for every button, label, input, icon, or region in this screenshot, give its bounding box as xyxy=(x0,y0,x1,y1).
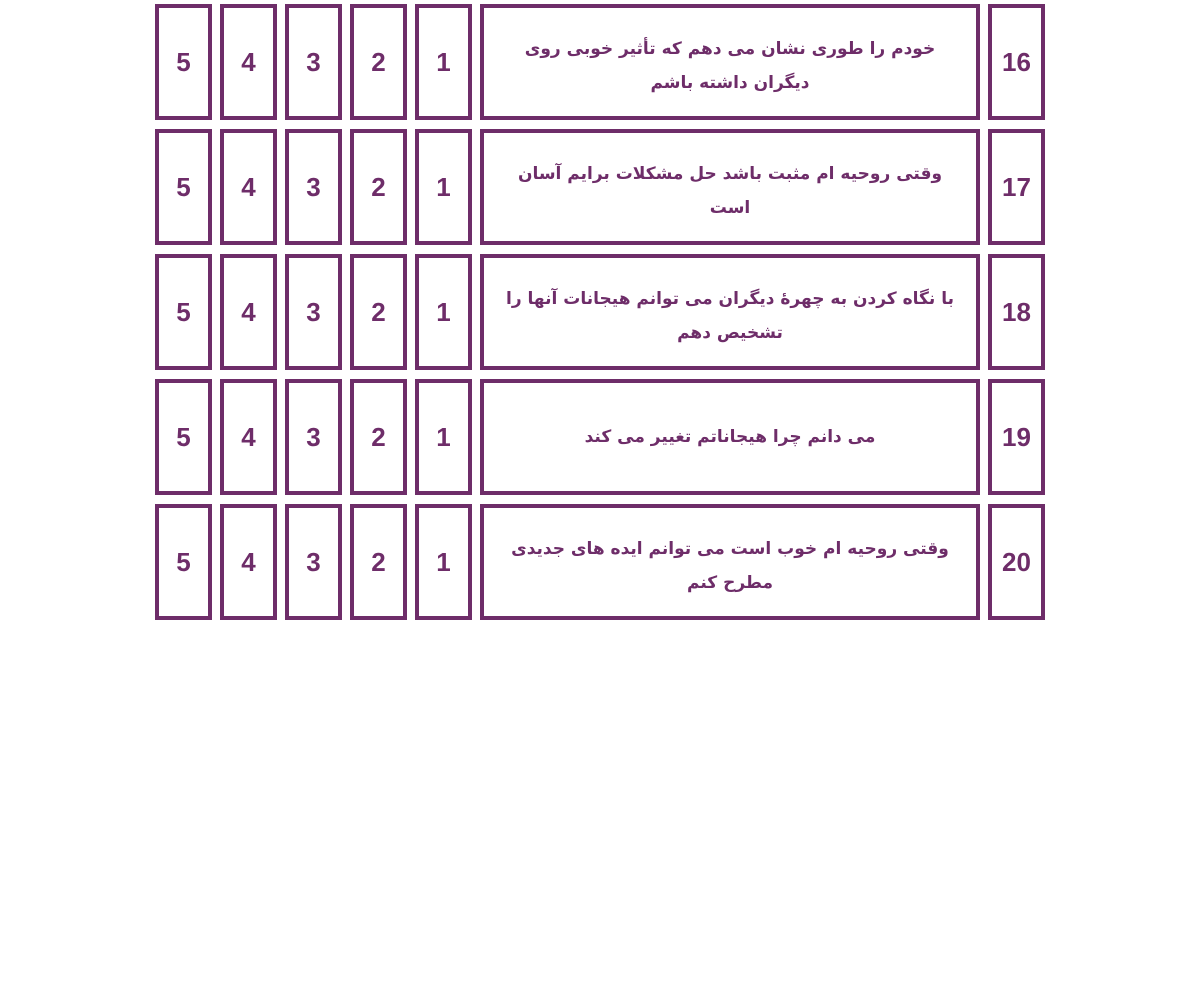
choice-2-cell[interactable]: 2 xyxy=(350,379,407,495)
choice-3-cell[interactable]: 3 xyxy=(285,379,342,495)
choice-4-cell[interactable]: 4 xyxy=(220,4,277,120)
statement-cell xyxy=(480,129,980,245)
question-number: 20 xyxy=(988,504,1045,620)
table-row xyxy=(155,4,1045,120)
questionnaire-table xyxy=(155,4,1045,629)
choice-3-cell[interactable]: 3 xyxy=(285,129,342,245)
table-row xyxy=(155,379,1045,495)
statement-cell xyxy=(480,254,980,370)
choice-4-cell[interactable]: 4 xyxy=(220,504,277,620)
statement-cell xyxy=(480,504,980,620)
question-number: 16 xyxy=(988,4,1045,120)
statement-cell xyxy=(480,379,980,495)
statement-text: با نگاه کردن به چهرهٔ دیگران می توانم هیجانات آنها را تشخیص دهم xyxy=(506,289,954,343)
statement-text: وقتی روحیه ام مثبت باشد حل مشکلات برایم آسان است xyxy=(517,164,943,218)
choice-2-cell[interactable]: 2 xyxy=(350,254,407,370)
choice-2-cell[interactable]: 2 xyxy=(350,4,407,120)
table-row xyxy=(155,504,1045,620)
question-number: 18 xyxy=(988,254,1045,370)
choice-4-cell[interactable]: 4 xyxy=(220,379,277,495)
statement-cell xyxy=(480,4,980,120)
table-row xyxy=(155,129,1045,245)
choice-1-cell[interactable]: 1 xyxy=(415,4,472,120)
choice-5-cell[interactable]: 5 xyxy=(155,254,212,370)
choice-3-cell[interactable]: 3 xyxy=(285,254,342,370)
question-number: 19 xyxy=(988,379,1045,495)
choice-1-cell[interactable]: 1 xyxy=(415,254,472,370)
table-row xyxy=(155,254,1045,370)
question-number: 17 xyxy=(988,129,1045,245)
statement-text: وقتی روحیه ام خوب است می توانم ایده های جدیدی مطرح کنم xyxy=(511,539,949,593)
statement-text: خودم را طوری نشان می دهم که تأثیر خوبی روی دیگران داشته باشم xyxy=(524,39,936,93)
choice-2-cell[interactable]: 2 xyxy=(350,504,407,620)
choice-5-cell[interactable]: 5 xyxy=(155,379,212,495)
choice-2-cell[interactable]: 2 xyxy=(350,129,407,245)
choice-3-cell[interactable]: 3 xyxy=(285,504,342,620)
choice-5-cell[interactable]: 5 xyxy=(155,504,212,620)
choice-1-cell[interactable]: 1 xyxy=(415,129,472,245)
choice-5-cell[interactable]: 5 xyxy=(155,4,212,120)
choice-5-cell[interactable]: 5 xyxy=(155,129,212,245)
choice-3-cell[interactable]: 3 xyxy=(285,4,342,120)
statement-text: می دانم چرا هیجاناتم تغییر می کند xyxy=(584,427,876,447)
choice-1-cell[interactable]: 1 xyxy=(415,504,472,620)
choice-1-cell[interactable]: 1 xyxy=(415,379,472,495)
choice-4-cell[interactable]: 4 xyxy=(220,129,277,245)
choice-4-cell[interactable]: 4 xyxy=(220,254,277,370)
